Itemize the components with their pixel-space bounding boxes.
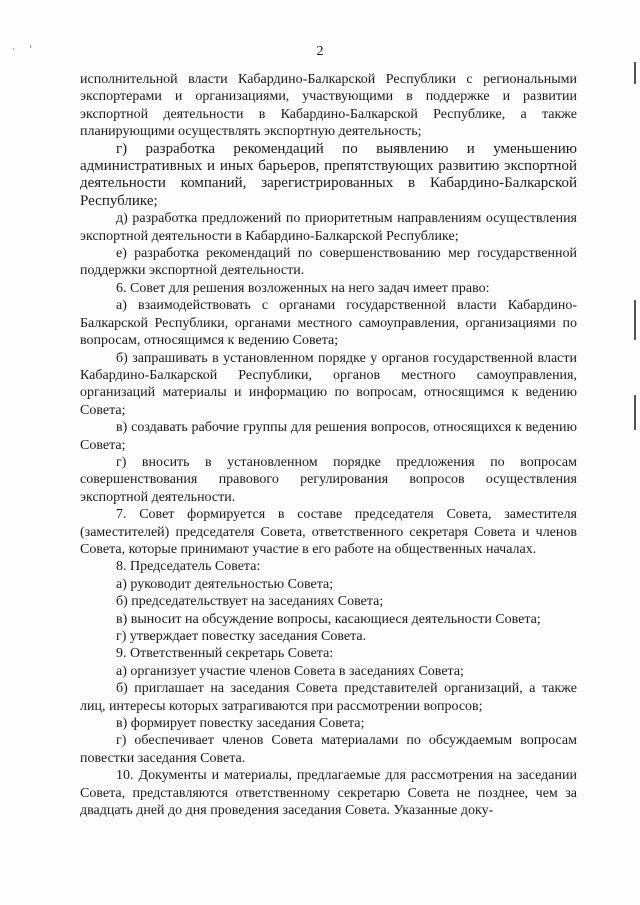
paragraph-8-a: а) руководит деятельностью Совета; [116,576,334,592]
paragraph-9-a: а) организует участие членов Совета в заседаниях Совета; [116,663,464,679]
paragraph-9-b: б) приглашает на заседания Совета представителей организаций, а также лиц, интересы которых затрагиваются при рассмотрении вопросов; [80,681,577,714]
paragraph-6-b: б) запрашивать в установленном порядке у органов государственной власти Кабардино-Балкарской Республики, органов местного самоуправления, организаций материалы и информацию по вопросам, относящимся к ведению Совета; [80,350,577,418]
scan-edge-mark [634,62,636,84]
paragraph-item-g: г) разработка рекомендаций по выявлению и уменьшению административных и иных барьеров, препятствующих развитию экспортной деятельности компаний, зарегистрированных в Кабардино-Балкарской Республике; [80,140,577,209]
paragraph-7: 7. Совет формируется в составе председателя Совета, заместителя (заместителей) председателя Совета, ответственного секретаря Совета и членов Совета, которые принимают участие в его работе на общественных началах. [80,507,577,557]
paragraph-10: 10. Документы и материалы, предлагаемые для рассмотрения на заседании Совета, представляются ответственному секретарю Совета не позднее, чем за двадцать дней до дня проведения заседания Совета. Указанные доку- [80,768,577,819]
paragraph-8-v: в) выносит на обсуждение вопросы, касающиеся деятельности Совета; [116,611,541,627]
paragraph-8: 8. Председатель Совета: [116,559,261,575]
paragraph-item-e: е) разработка рекомендаций по совершенствованию мер государственной поддержки экспортной деятельности. [80,246,577,279]
paragraph-item-d: д) разработка предложений по приоритетным направлениям осуществления экспортной деятельности в Кабардино-Балкарской Республике; [80,211,577,244]
paragraph-continuation: исполнительной власти Кабардино-Балкарской Республики с региональными экспортерами и организациями, участвующими в поддержке и развитии экспортной деятельности в Кабардино-Балкарской Республике, а также планирующими осуществлять экспортную деятельность; [80,72,577,140]
document-body [80,71,577,819]
paragraph-6-v: в) создавать рабочие группы для решения вопросов, относящихся к ведению Совета; [80,420,577,453]
paragraph-8-g: г) утверждает повестку заседания Совета. [116,629,367,644]
scan-specks: ·’ [12,44,46,54]
page-number: 2 [316,44,324,59]
paragraph-6-g: г) вносить в установленном порядке предложения по вопросам совершенствования правового регулирования вопросов осуществления экспортной деятельности. [80,454,577,505]
paragraph-8-b: б) председательствует на заседаниях Совета; [116,594,384,610]
paragraph-9-g: г) обеспечивает членов Совета материалами по обсуждаемым вопросам повестки заседания Совета. [80,733,577,766]
scan-edge-mark [634,395,636,430]
paragraph-6-a: а) взаимодействовать с органами государственной власти Кабардино-Балкарской Республики, органами местного самоуправления, организациями по вопросам, относящимся к ведению Совета; [80,298,577,349]
paragraph-9: 9. Ответственный секретарь Совета: [116,646,334,662]
paragraph-6: 6. Совет для решения возложенных на него задач имеет право: [116,280,490,296]
scan-edge-mark [634,300,636,340]
paragraph-9-v: в) формирует повестку заседания Совета; [116,716,365,732]
